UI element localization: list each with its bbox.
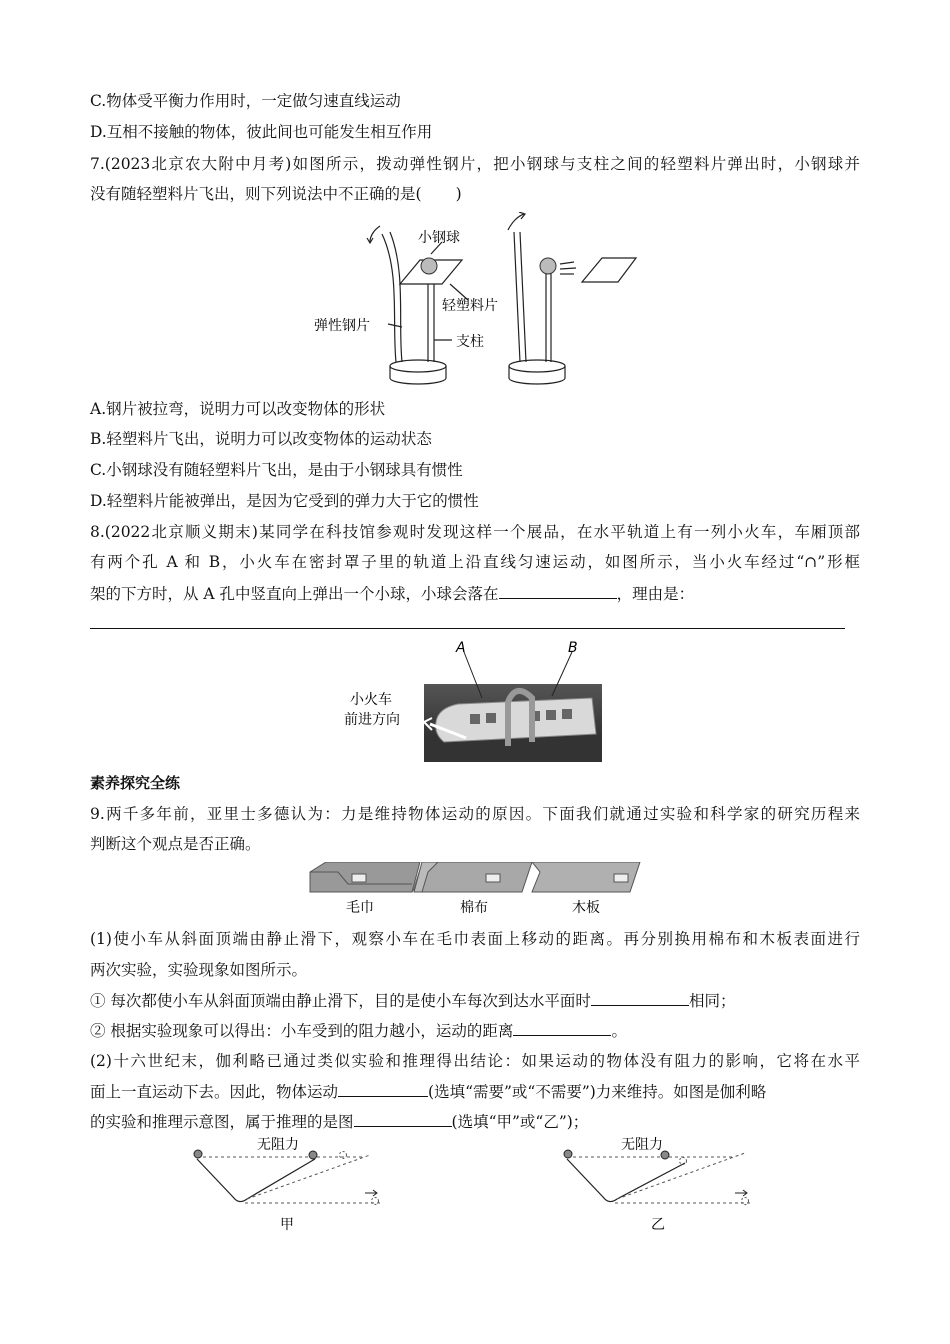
- q9-sub1-blank[interactable]: [591, 989, 689, 1006]
- q9-surfaces-figure: [308, 862, 644, 920]
- q9-galileo-left: [185, 1135, 395, 1235]
- q9-sub2: [90, 1019, 627, 1042]
- q7-option-b: B.轻塑料片飞出，说明力可以改变物体的运动状态: [90, 430, 432, 448]
- q9-part2-blank1[interactable]: [338, 1080, 428, 1097]
- q8-stem-line2: 有两个孔 A 和 B，小火车在密封罩子里的轨道上沿直线匀速运动，如图所示，当小火车经过“∩”形框: [90, 553, 860, 571]
- q9-part2-line2: [90, 1080, 766, 1103]
- q7-stem-line2: [90, 183, 462, 205]
- q9-part2-line2-end: (选填“需要”或“不需要”)力来维持。如图是伽利略: [428, 1083, 767, 1101]
- q9-part2-line1: (2)十六世纪末，伽利略已通过类似实验和推理得出结论：如果运动的物体没有阻力的影响，它将在水平: [90, 1052, 860, 1070]
- q7-stem-paren: ): [455, 185, 462, 203]
- q9-sub1: [90, 989, 735, 1012]
- q8-label-direction: 前进方向: [344, 712, 400, 728]
- q8-label-train: 小火车: [350, 692, 392, 708]
- q9-galileo-right: [555, 1135, 765, 1235]
- prev-option-c: C.物体受平衡力作用时，一定做匀速直线运动: [90, 92, 401, 110]
- q9-right-label-nofriction: 无阻力: [621, 1137, 663, 1153]
- q7-ball-left: [421, 258, 437, 274]
- q7-label-plate: 轻塑料片: [442, 298, 498, 314]
- q9-part2-line3-end: (选填“甲”或“乙”)；: [451, 1113, 589, 1131]
- q9-part1-line1: (1)使小车从斜面顶端由静止滑下，观察小车在毛巾表面上移动的距离。再分别换用棉布和木板表面进行: [90, 930, 860, 948]
- q7-option-c: C.小钢球没有随轻塑料片飞出，是由于小钢球具有惯性: [90, 461, 463, 479]
- q9-stem-line2: 判断这个观点是否正确。: [90, 835, 261, 853]
- prev-option-d: D.互相不接触的物体，彼此间也可能发生相互作用: [90, 123, 433, 141]
- q9-surface-wood: 木板: [572, 900, 600, 916]
- q7-option-d: D.轻塑料片能被弹出，是因为它受到的弹力大于它的惯性: [90, 492, 479, 510]
- q8-label-a: A: [456, 640, 466, 656]
- q8-stem-reason: ，理由是：: [616, 585, 695, 603]
- q8-figure: [340, 638, 610, 764]
- q9-sub1-end: 相同；: [688, 992, 736, 1010]
- q8-answer-blank[interactable]: [499, 582, 617, 599]
- q9-stem-line1: 9.两千多年前，亚里士多德认为：力是维持物体运动的原因。下面我们就通过实验和科学家的研究历程来: [90, 805, 860, 823]
- q7-ball-right: [540, 258, 556, 274]
- q8-stem-line1: 8.(2022北京顺义期末)某同学在科技馆参观时发现这样一个展品，在水平轨道上有一列小火车，车厢顶部: [90, 523, 860, 541]
- q9-part2-line2-text: 面上一直运动下去。因此，物体运动: [90, 1083, 339, 1101]
- q7-stem-text: 没有随轻塑料片飞出，则下列说法中不正确的是(: [90, 185, 422, 203]
- q8-label-b: B: [568, 640, 578, 656]
- q9-right-ball-start: [564, 1150, 572, 1158]
- q8-reason-blank-line[interactable]: [90, 628, 845, 629]
- q7-label-spring: 弹性钢片: [314, 318, 370, 334]
- q9-left-ball-end: [309, 1151, 317, 1159]
- section-title: 素养探究全练: [90, 774, 181, 792]
- q9-left-label-nofriction: 无阻力: [257, 1137, 299, 1153]
- q7-stem-line1: 7.(2023北京农大附中月考)如图所示，拨动弹性钢片，把小钢球与支柱之间的轻塑料片弹出时，小钢球并: [90, 155, 860, 173]
- q9-sub2-end: 。: [611, 1022, 627, 1040]
- q9-sub2-blank[interactable]: [513, 1019, 611, 1036]
- q9-left-label: 甲: [280, 1217, 294, 1233]
- q9-left-ball-start: [194, 1150, 202, 1158]
- q7-label-ball: 小钢球: [418, 230, 460, 246]
- q7-option-a: A.钢片被拉弯，说明力可以改变物体的形状: [90, 400, 386, 418]
- q9-right-label: 乙: [651, 1217, 665, 1233]
- q9-sub1-text: ① 每次都使小车从斜面顶端由静止滑下，目的是使小车每次到达水平面时: [90, 992, 591, 1010]
- q8-stem-text: 架的下方时，从 A 孔中竖直向上弹出一个小球，小球会落在: [90, 585, 499, 603]
- q9-part2-line3-text: 的实验和推理示意图，属于推理的是图: [90, 1113, 354, 1131]
- q9-part1-line2: 两次实验，实验现象如图所示。: [90, 961, 308, 979]
- q9-surface-cotton: 棉布: [460, 900, 488, 916]
- q9-surface-towel: 毛巾: [346, 900, 374, 916]
- q7-figure: [300, 212, 650, 388]
- q9-sub2-text: ② 根据实验现象可以得出：小车受到的阻力越小，运动的距离: [90, 1022, 514, 1040]
- q9-part2-blank2[interactable]: [354, 1110, 452, 1127]
- q8-stem-line3: [90, 582, 694, 605]
- q9-part2-line3: [90, 1110, 588, 1133]
- q7-label-post: 支柱: [456, 334, 484, 350]
